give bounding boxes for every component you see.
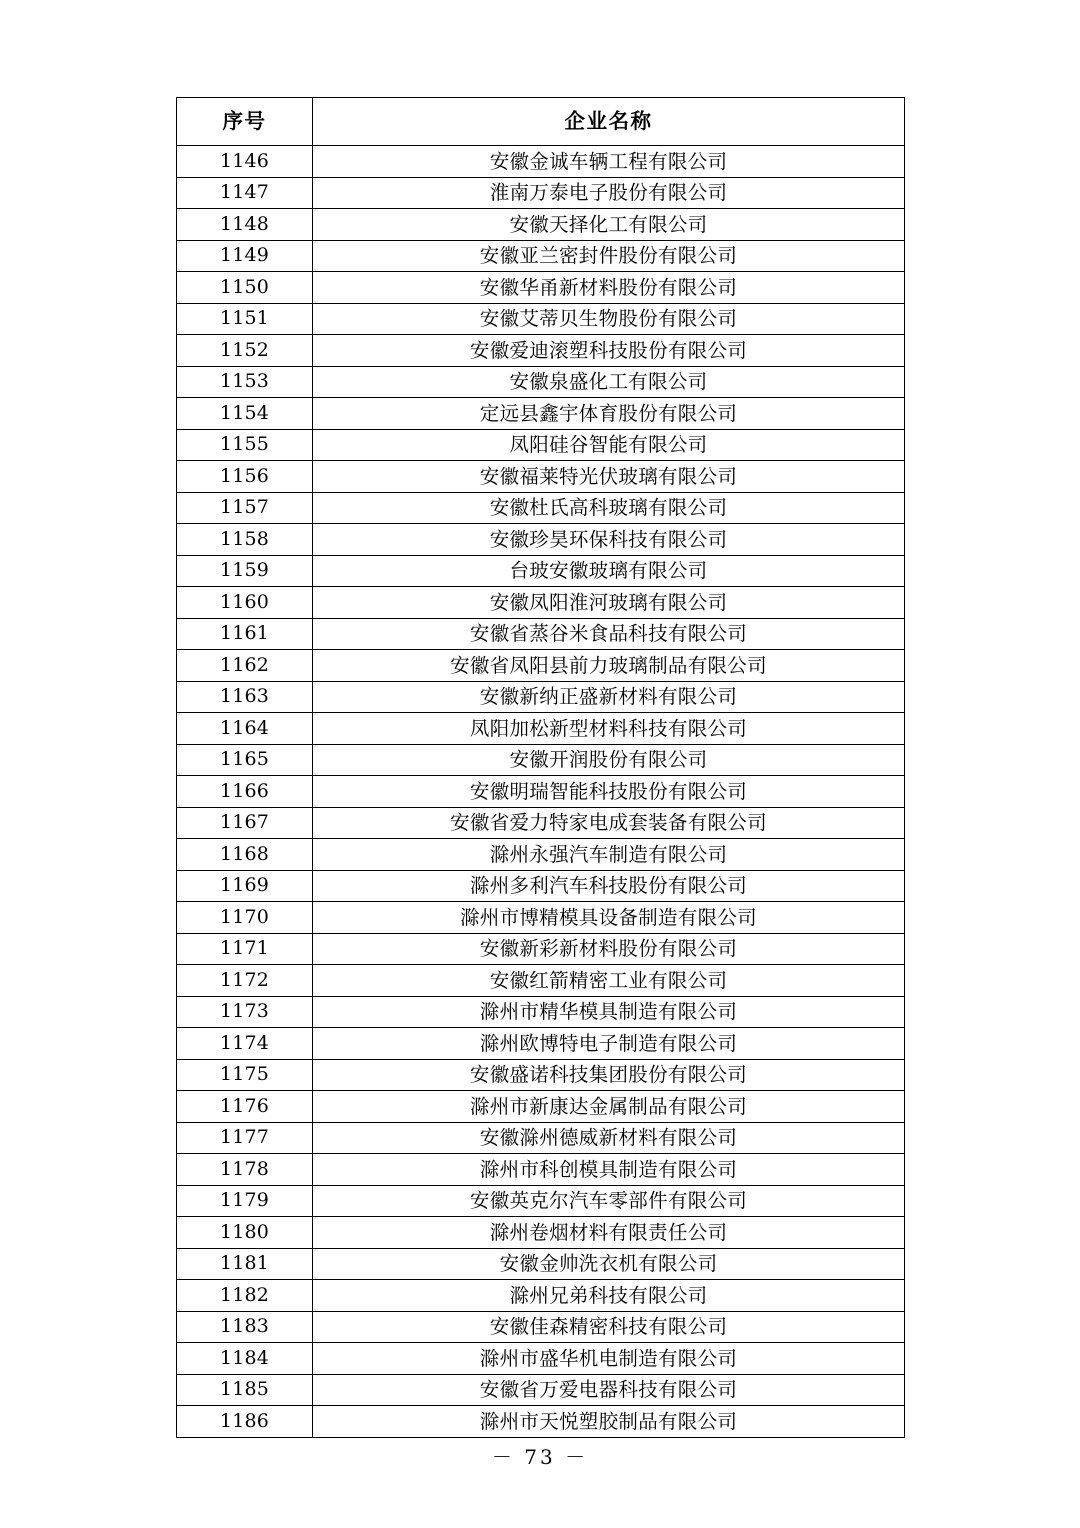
cell-sequence-number: 1159 <box>177 555 313 587</box>
cell-enterprise-name: 安徽佳森精密科技有限公司 <box>313 1311 905 1343</box>
cell-enterprise-name: 安徽红箭精密工业有限公司 <box>313 965 905 997</box>
cell-sequence-number: 1177 <box>177 1122 313 1154</box>
table-row <box>177 1374 905 1406</box>
table-row <box>177 398 905 430</box>
table-row <box>177 177 905 209</box>
cell-enterprise-name: 安徽盛诺科技集团股份有限公司 <box>313 1059 905 1091</box>
cell-enterprise-name: 凤阳加松新型材料科技有限公司 <box>313 713 905 745</box>
table-row <box>177 240 905 272</box>
table-row <box>177 429 905 461</box>
cell-enterprise-name: 安徽新纳正盛新材料有限公司 <box>313 681 905 713</box>
cell-sequence-number: 1161 <box>177 618 313 650</box>
table-row <box>177 524 905 556</box>
cell-sequence-number: 1148 <box>177 209 313 241</box>
cell-enterprise-name: 安徽开润股份有限公司 <box>313 744 905 776</box>
cell-enterprise-name: 安徽滁州德威新材料有限公司 <box>313 1122 905 1154</box>
cell-enterprise-name: 安徽凤阳淮河玻璃有限公司 <box>313 587 905 619</box>
cell-enterprise-name: 滁州兄弟科技有限公司 <box>313 1280 905 1312</box>
cell-sequence-number: 1168 <box>177 839 313 871</box>
table-row <box>177 933 905 965</box>
table-row <box>177 335 905 367</box>
cell-enterprise-name: 安徽金帅洗衣机有限公司 <box>313 1248 905 1280</box>
table-row <box>177 1154 905 1186</box>
cell-sequence-number: 1167 <box>177 807 313 839</box>
table-row <box>177 996 905 1028</box>
cell-enterprise-name: 滁州市博精模具设备制造有限公司 <box>313 902 905 934</box>
table-row <box>177 1248 905 1280</box>
cell-sequence-number: 1153 <box>177 366 313 398</box>
enterprise-list-table <box>176 97 905 1438</box>
cell-enterprise-name: 安徽福莱特光伏玻璃有限公司 <box>313 461 905 493</box>
cell-sequence-number: 1174 <box>177 1028 313 1060</box>
table-header <box>177 98 905 146</box>
table-header-row <box>177 98 905 146</box>
cell-enterprise-name: 台玻安徽玻璃有限公司 <box>313 555 905 587</box>
table-row <box>177 870 905 902</box>
cell-sequence-number: 1158 <box>177 524 313 556</box>
cell-sequence-number: 1151 <box>177 303 313 335</box>
cell-sequence-number: 1169 <box>177 870 313 902</box>
cell-enterprise-name: 安徽省凤阳县前力玻璃制品有限公司 <box>313 650 905 682</box>
table-row <box>177 146 905 178</box>
cell-sequence-number: 1173 <box>177 996 313 1028</box>
cell-enterprise-name: 安徽省蒸谷米食品科技有限公司 <box>313 618 905 650</box>
cell-enterprise-name: 滁州市精华模具制造有限公司 <box>313 996 905 1028</box>
table-row <box>177 555 905 587</box>
cell-sequence-number: 1154 <box>177 398 313 430</box>
cell-enterprise-name: 安徽天择化工有限公司 <box>313 209 905 241</box>
table-row <box>177 492 905 524</box>
table-row <box>177 713 905 745</box>
cell-sequence-number: 1157 <box>177 492 313 524</box>
cell-sequence-number: 1163 <box>177 681 313 713</box>
cell-sequence-number: 1165 <box>177 744 313 776</box>
table-row <box>177 1185 905 1217</box>
table-row <box>177 1217 905 1249</box>
table-row <box>177 776 905 808</box>
table-row <box>177 1280 905 1312</box>
cell-enterprise-name: 安徽新彩新材料股份有限公司 <box>313 933 905 965</box>
table-row <box>177 807 905 839</box>
cell-enterprise-name: 滁州欧博特电子制造有限公司 <box>313 1028 905 1060</box>
page-number-footer: － 73 － <box>491 1445 589 1469</box>
cell-sequence-number: 1147 <box>177 177 313 209</box>
cell-sequence-number: 1172 <box>177 965 313 997</box>
table-row <box>177 618 905 650</box>
cell-sequence-number: 1171 <box>177 933 313 965</box>
table-row <box>177 902 905 934</box>
table-row <box>177 303 905 335</box>
cell-enterprise-name: 安徽爱迪滚塑科技股份有限公司 <box>313 335 905 367</box>
cell-sequence-number: 1155 <box>177 429 313 461</box>
cell-enterprise-name: 滁州多利汽车科技股份有限公司 <box>313 870 905 902</box>
cell-sequence-number: 1180 <box>177 1217 313 1249</box>
table-row <box>177 461 905 493</box>
cell-enterprise-name: 安徽亚兰密封件股份有限公司 <box>313 240 905 272</box>
cell-enterprise-name: 凤阳硅谷智能有限公司 <box>313 429 905 461</box>
cell-sequence-number: 1164 <box>177 713 313 745</box>
table-row <box>177 587 905 619</box>
table-row <box>177 1122 905 1154</box>
cell-enterprise-name: 安徽泉盛化工有限公司 <box>313 366 905 398</box>
table-row <box>177 209 905 241</box>
cell-enterprise-name: 安徽省万爱电器科技有限公司 <box>313 1374 905 1406</box>
cell-sequence-number: 1185 <box>177 1374 313 1406</box>
table-row <box>177 1091 905 1123</box>
cell-enterprise-name: 滁州卷烟材料有限责任公司 <box>313 1217 905 1249</box>
cell-enterprise-name: 滁州市科创模具制造有限公司 <box>313 1154 905 1186</box>
cell-enterprise-name: 安徽金诚车辆工程有限公司 <box>313 146 905 178</box>
cell-enterprise-name: 滁州市盛华机电制造有限公司 <box>313 1343 905 1375</box>
cell-sequence-number: 1166 <box>177 776 313 808</box>
table-row <box>177 1028 905 1060</box>
cell-enterprise-name: 滁州市新康达金属制品有限公司 <box>313 1091 905 1123</box>
cell-sequence-number: 1182 <box>177 1280 313 1312</box>
cell-sequence-number: 1152 <box>177 335 313 367</box>
column-header-enterprise-name: 企业名称 <box>313 98 905 146</box>
table-row <box>177 1343 905 1375</box>
cell-enterprise-name: 淮南万泰电子股份有限公司 <box>313 177 905 209</box>
table-row <box>177 650 905 682</box>
cell-sequence-number: 1183 <box>177 1311 313 1343</box>
cell-sequence-number: 1160 <box>177 587 313 619</box>
cell-enterprise-name: 定远县鑫宇体育股份有限公司 <box>313 398 905 430</box>
table-body <box>177 146 905 1438</box>
cell-sequence-number: 1170 <box>177 902 313 934</box>
cell-enterprise-name: 安徽杜氏高科玻璃有限公司 <box>313 492 905 524</box>
table-row <box>177 839 905 871</box>
cell-sequence-number: 1156 <box>177 461 313 493</box>
cell-enterprise-name: 安徽明瑞智能科技股份有限公司 <box>313 776 905 808</box>
cell-sequence-number: 1179 <box>177 1185 313 1217</box>
cell-enterprise-name: 安徽珍昊环保科技有限公司 <box>313 524 905 556</box>
cell-enterprise-name: 安徽华甬新材料股份有限公司 <box>313 272 905 304</box>
cell-sequence-number: 1186 <box>177 1406 313 1438</box>
cell-enterprise-name: 安徽省爱力特家电成套装备有限公司 <box>313 807 905 839</box>
cell-sequence-number: 1149 <box>177 240 313 272</box>
column-header-sequence: 序号 <box>177 98 313 146</box>
table-row <box>177 744 905 776</box>
cell-sequence-number: 1181 <box>177 1248 313 1280</box>
table-row <box>177 366 905 398</box>
cell-sequence-number: 1176 <box>177 1091 313 1123</box>
table-row <box>177 681 905 713</box>
table-row <box>177 965 905 997</box>
cell-sequence-number: 1178 <box>177 1154 313 1186</box>
cell-enterprise-name: 安徽英克尔汽车零部件有限公司 <box>313 1185 905 1217</box>
cell-enterprise-name: 滁州永强汽车制造有限公司 <box>313 839 905 871</box>
cell-sequence-number: 1150 <box>177 272 313 304</box>
table-row <box>177 1406 905 1438</box>
cell-sequence-number: 1184 <box>177 1343 313 1375</box>
cell-enterprise-name: 安徽艾蒂贝生物股份有限公司 <box>313 303 905 335</box>
cell-sequence-number: 1162 <box>177 650 313 682</box>
table-row <box>177 1059 905 1091</box>
table-row <box>177 272 905 304</box>
cell-enterprise-name: 滁州市天悦塑胶制品有限公司 <box>313 1406 905 1438</box>
cell-sequence-number: 1175 <box>177 1059 313 1091</box>
table-row <box>177 1311 905 1343</box>
cell-sequence-number: 1146 <box>177 146 313 178</box>
